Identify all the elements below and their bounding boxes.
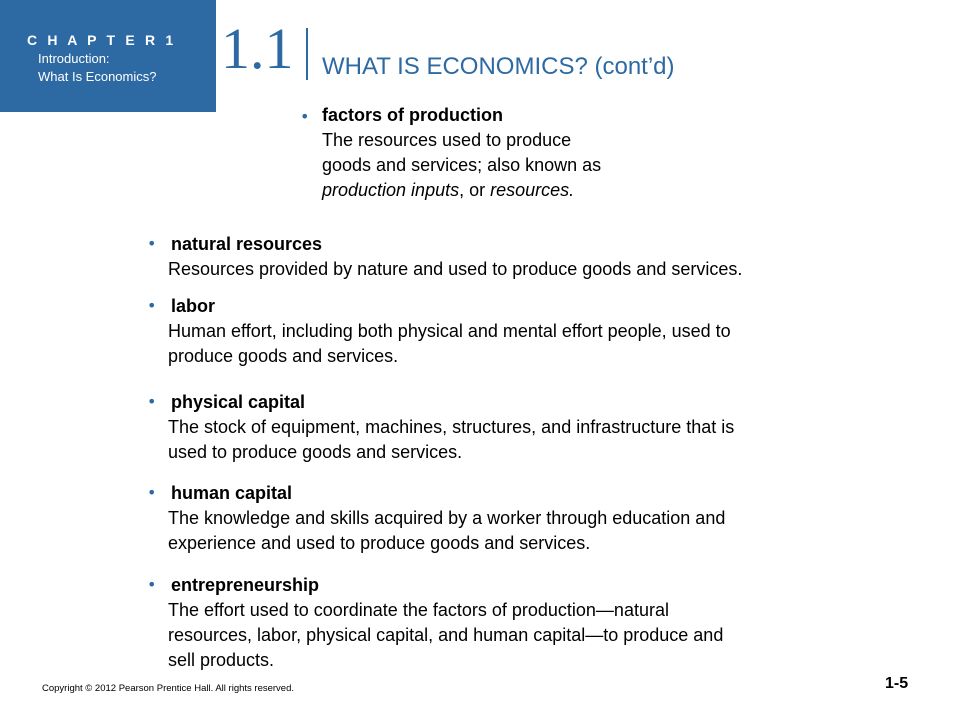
- definition-line: experience and used to produce goods and services.: [168, 533, 591, 553]
- definition-line: Human effort, including both physical and mental effort people, used to: [168, 321, 731, 341]
- definition-item-human-capital: [168, 481, 725, 556]
- intro-def-mid: , or: [459, 180, 491, 200]
- intro-term: factors of production: [322, 105, 503, 125]
- bullet-dot-icon: •: [147, 575, 157, 594]
- definition-term: physical capital: [171, 392, 306, 412]
- slide-title: WHAT IS ECONOMICS? (cont’d): [322, 53, 675, 80]
- intro-definition: [322, 103, 601, 203]
- page-number: 1-5: [885, 675, 909, 692]
- definition-item-labor: [168, 294, 731, 369]
- definition-line: Resources provided by nature and used to produce goods and services.: [168, 259, 743, 279]
- bullet-dot-icon: •: [300, 107, 310, 126]
- title-divider: [306, 28, 308, 80]
- definition-line: The knowledge and skills acquired by a worker through education and: [168, 508, 726, 528]
- definition-term: entrepreneurship: [171, 575, 320, 595]
- definition-line: The effort used to coordinate the factors of production—natural: [168, 600, 669, 620]
- bullet-dot-icon: •: [147, 234, 157, 253]
- definition-line: used to produce goods and services.: [168, 442, 463, 462]
- definition-item-entrepreneurship: [168, 573, 723, 673]
- intro-def-line: The resources used to produce: [322, 130, 572, 150]
- chapter-box: [0, 0, 216, 112]
- definition-line: produce goods and services.: [168, 346, 399, 366]
- intro-def-line: goods and services; also known as: [322, 155, 602, 175]
- bullet-dot-icon: •: [147, 392, 157, 411]
- definition-line: sell products.: [168, 650, 275, 670]
- definition-term: natural resources: [171, 234, 323, 254]
- chapter-subtitle-line2: What Is Economics?: [38, 69, 157, 84]
- bullet-dot-icon: •: [147, 296, 157, 315]
- definition-term: human capital: [171, 483, 293, 503]
- section-number: 1.1: [221, 16, 294, 81]
- chapter-heading: C H A P T E R 1: [27, 32, 177, 48]
- definition-line: The stock of equipment, machines, structures, and infrastructure that is: [168, 417, 735, 437]
- copyright-notice: Copyright © 2012 Pearson Prentice Hall. All rights reserved.: [42, 683, 295, 694]
- intro-def-italic-2: resources.: [490, 180, 575, 200]
- definition-line: resources, labor, physical capital, and human capital—to produce and: [168, 625, 724, 645]
- definition-item-natural-resources: [168, 232, 742, 282]
- definition-term: labor: [171, 296, 216, 316]
- chapter-subtitle-line1: Introduction:: [38, 51, 110, 66]
- definition-item-physical-capital: [168, 390, 734, 465]
- intro-def-italic-1: production inputs: [322, 180, 460, 200]
- bullet-dot-icon: •: [147, 483, 157, 502]
- intro-def-line3: [322, 178, 601, 203]
